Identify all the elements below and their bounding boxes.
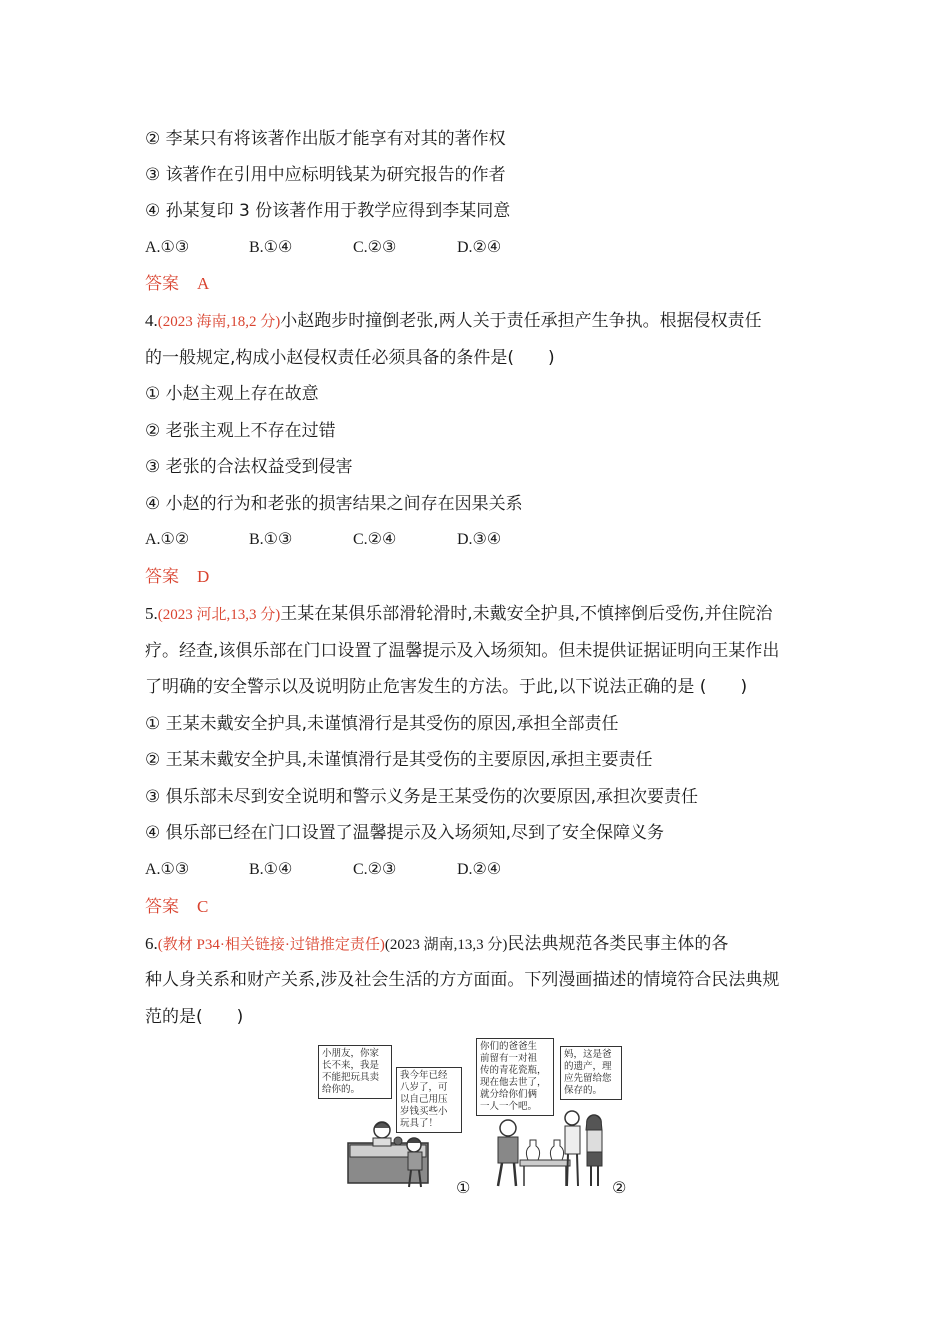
cartoon-2 <box>476 1038 626 1194</box>
q5-stem-line-2: 疗。经查,该俱乐部在门口设置了温馨提示及入场须知。但未提供证据证明向王某作出 <box>145 641 780 661</box>
q4-statement-3: ③ 老张的合法权益受到侵害 <box>145 457 353 477</box>
q4-option-a: A.①② <box>145 531 190 548</box>
q4-stem-line-1 <box>145 310 762 333</box>
q4-option-b: B.①③ <box>249 531 293 548</box>
q5-statement-3: ③ 俱乐部未尽到安全说明和警示义务是王某受伤的次要原因,承担次要责任 <box>145 787 699 807</box>
stem-text: 民法典规范各类民事主体的各 <box>507 934 729 954</box>
question-source: (2023 河北,13,3 分) <box>157 607 281 623</box>
q5-options <box>145 859 561 881</box>
q3-statement-3: ③ 该著作在引用中应标明钱某为研究报告的作者 <box>145 165 506 185</box>
cartoon-2-label: ② <box>612 1178 627 1197</box>
answer-key: A <box>197 274 210 293</box>
q4-answer <box>145 566 209 588</box>
q4-option-d: D.③④ <box>457 531 502 548</box>
cartoon-1-bubble-right: 我今年已经 八岁了，可 以自己用压 岁钱买些小 玩具了！ <box>396 1067 462 1133</box>
q5-stem-line-1 <box>145 603 772 626</box>
cartoon-1 <box>318 1045 471 1197</box>
q5-option-c: C.②③ <box>353 861 397 878</box>
q5-option-b: B.①④ <box>249 861 293 878</box>
q3-statement-2: ② 李某只有将该著作出版才能享有对其的著作权 <box>145 129 506 149</box>
question-source: (2023 海南,18,2 分) <box>157 314 281 330</box>
question-number: 4. <box>145 311 158 330</box>
q4-statement-4: ④ 小赵的行为和老张的损害结果之间存在因果关系 <box>145 494 523 514</box>
question-number: 5. <box>145 604 158 623</box>
q3-statement-4: ④ 孙某复印 3 份该著作用于教学应得到李某同意 <box>145 201 511 221</box>
q5-statement-2: ② 王某未戴安全护具,未谨慎滑行是其受伤的主要原因,承担主要责任 <box>145 750 653 770</box>
q5-stem-line-3: 了明确的安全警示以及说明防止危害发生的方法。于此,以下说法正确的是 ( ) <box>145 677 748 697</box>
q4-stem-line-2: 的一般规定,构成小赵侵权责任必须具备的条件是( ) <box>145 348 555 368</box>
cartoon-1-bubble-left: 小朋友，你家 长不来，我是 不能把玩具卖 给你的。 <box>318 1045 392 1099</box>
answer-label: 答案 <box>145 567 179 587</box>
q4-statement-1: ① 小赵主观上存在故意 <box>145 384 319 404</box>
q4-statement-2: ② 老张主观上不存在过错 <box>145 421 336 441</box>
cartoon-1-label: ① <box>456 1178 471 1197</box>
stem-text: 王某在某俱乐部滑轮滑时,未戴安全护具,不慎摔倒后受伤,并住院治 <box>280 604 773 624</box>
stem-text: 小赵跑步时撞倒老张,两人关于责任承担产生争执。根据侵权责任 <box>280 311 762 331</box>
cartoon-2-bubble-right: 妈，这是爸 的遗产，理 应先留给您 保存的。 <box>560 1046 622 1100</box>
q3-option-c: C.②③ <box>353 239 397 256</box>
q3-answer <box>145 273 209 295</box>
answer-key: D <box>197 567 210 586</box>
q4-options <box>145 529 561 551</box>
q4-option-c: C.②④ <box>353 531 397 548</box>
answer-key: C <box>197 897 209 916</box>
q5-option-d: D.②④ <box>457 861 502 878</box>
answer-label: 答案 <box>145 274 179 294</box>
q3-options <box>145 237 561 259</box>
q3-option-a: A.①③ <box>145 239 190 256</box>
q6-stem-line-1 <box>145 933 728 956</box>
q5-statement-1: ① 王某未戴安全护具,未谨慎滑行是其受伤的原因,承担全部责任 <box>145 714 619 734</box>
q3-option-d: D.②④ <box>457 239 502 256</box>
q3-option-b: B.①④ <box>249 239 293 256</box>
question-source: (教材 P34·相关链接·过错推定责任) <box>157 937 385 953</box>
q5-option-a: A.①③ <box>145 861 190 878</box>
answer-label: 答案 <box>145 897 179 917</box>
q5-statement-4: ④ 俱乐部已经在门口设置了温馨提示及入场须知,尽到了安全保障义务 <box>145 823 665 843</box>
q6-stem-line-3: 范的是( ) <box>145 1007 244 1027</box>
question-source-2: (2023 湖南,13,3 分) <box>384 937 508 953</box>
q6-stem-line-2: 种人身关系和财产关系,涉及社会生活的方方面面。下列漫画描述的情境符合民法典规 <box>145 970 780 990</box>
question-number: 6. <box>145 934 158 953</box>
q5-answer <box>145 896 208 918</box>
cartoon-2-bubble-left: 你们的爸爸生 前留有一对祖 传的青花瓷瓶， 现在他去世了， 就分给你们俩 一人一个吧。 <box>476 1038 554 1116</box>
